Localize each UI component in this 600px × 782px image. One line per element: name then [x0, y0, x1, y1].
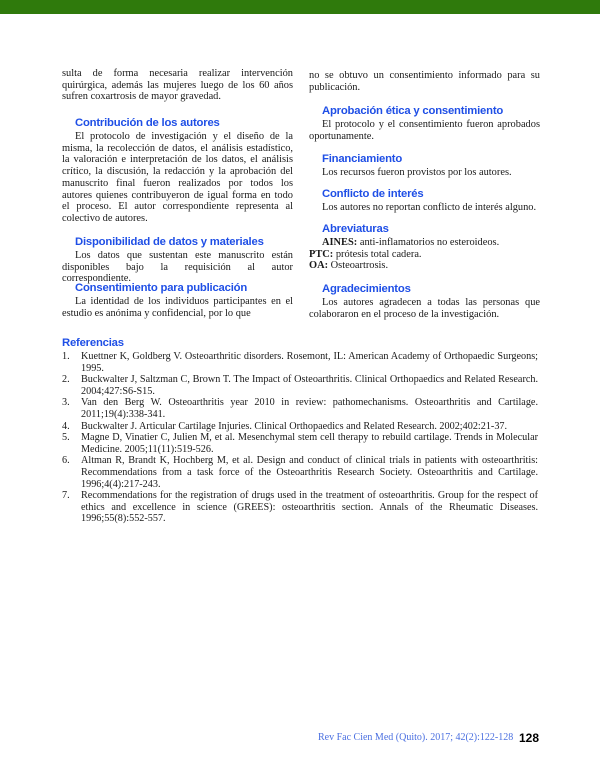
section-heading: Abreviaturas	[322, 223, 389, 235]
abbreviation-item	[309, 237, 540, 249]
reference-item	[62, 455, 538, 490]
reference-text: Kuettner K, Goldberg V. Osteoarthritic disorders. Rosemont, IL: American Academy of Orthopaedic Surgeons; 1995.	[81, 351, 538, 374]
section-text: Los autores agradecen a todas las personas que colaboraron en el proceso de la investigación.	[309, 297, 540, 320]
reference-text: Buckwalter J. Articular Cartilage Injuries. Clinical Orthopaedics and Related Research. 2002;402:21-37.	[81, 420, 508, 432]
section-agradecimientos	[309, 283, 540, 320]
reference-item	[62, 351, 538, 374]
reference-item	[62, 432, 538, 455]
reference-text: Van den Berg W. Osteoarthritis year 2010 in review: pathomechanisms. Osteoarthritis and Cartilage. 2011;19(4):338-341.	[81, 397, 538, 420]
references-section	[62, 337, 538, 525]
reference-number: 5.	[62, 432, 70, 444]
section-conflicto	[309, 188, 540, 214]
section-text: Los recursos fueron provistos por los autores.	[322, 167, 512, 178]
header-bar	[0, 0, 600, 14]
section-text: Los datos que sustentan este manuscrito están disponibles bajo la requisición al autor correspondiente.	[62, 250, 293, 285]
definition: anti-inflamatorios no esteroideos.	[357, 237, 500, 248]
abbreviation-item	[309, 249, 540, 261]
section-heading: Contribución de los autores	[75, 117, 220, 129]
section-heading: Consentimiento para publicación	[75, 282, 248, 294]
reference-text: Altman R, Brandt K, Hochberg M, et al. Design and conduct of clinical trials in patients with osteoarthritis: Recommendations from a task force of the Osteoarthritis Research Society. Osteoarthritis and Cartilage. 1996;4(4):217-243.	[81, 455, 538, 490]
section-financiamiento	[309, 153, 540, 179]
abbreviation-item	[309, 260, 540, 272]
reference-number: 1.	[62, 351, 70, 362]
abbreviation: OA:	[309, 260, 329, 272]
reference-text: Recommendations for the registration of drugs used in the treatment of osteoarthritis. Group for the respect of ethics and excellence in science (GREES): osteoarthritis section. Annals of the Rheumatic Diseases. 1996;55(8):552-557.	[81, 490, 538, 525]
reference-item	[62, 490, 538, 525]
footer-citation: Rev Fac Cien Med (Quito). 2017; 42(2):122-128	[318, 732, 514, 743]
reference-item	[62, 421, 538, 433]
continuation-text: no se obtuvo un consentimiento informado para su publicación.	[309, 70, 540, 93]
abbreviation: PTC:	[309, 248, 334, 260]
section-heading: Aprobación ética y consentimiento	[322, 105, 504, 117]
section-text: Los autores no reportan conflicto de interés alguno.	[322, 202, 537, 213]
section-abreviaturas	[309, 223, 540, 272]
abbreviation: AINES:	[322, 237, 358, 248]
intro-text: sulta de forma necesaria realizar intervención quirúrgica, además las mujeres luego de los 60 años sufren coxartrosis de mayor gravedad.	[62, 68, 293, 103]
section-heading: Agradecimientos	[322, 283, 411, 295]
section-consentimiento	[62, 282, 293, 319]
continuation-paragraph	[309, 70, 540, 93]
reference-number: 3.	[62, 397, 70, 409]
section-heading: Disponibilidad de datos y materiales	[75, 236, 264, 248]
reference-text: Magne D, Vinatier C, Julien M, et al. Mesenchymal stem cell therapy to rebuild cartilage. Trends in Molecular Medicine. 2005;11(11):519-526.	[81, 432, 538, 455]
section-text: El protocolo de investigación y el diseño de la misma, la recolección de datos, el análisis estadístico, la valoración e interpretación de los datos, el análisis crítico, la discusión, la redacción y la aprobación del manuscrito final fueron realizados por todos los autores quienes contribuyeron de igual forma en todo el proceso. El autor correspondiente representa al colectivo de autores.	[62, 131, 293, 224]
reference-number: 6.	[62, 455, 70, 467]
references-list	[62, 351, 538, 525]
page-number: 128	[519, 731, 540, 745]
reference-number: 4.	[62, 420, 70, 432]
section-aprobacion	[309, 105, 540, 142]
reference-text: Buckwalter J, Saltzman C, Brown T. The Impact of Osteoarthritis. Clinical Orthopaedics and Related Research. 2004;427:S6-S15.	[81, 374, 538, 397]
section-heading: Conflicto de interés	[322, 188, 424, 200]
reference-item	[62, 374, 538, 397]
section-text: El protocolo y el consentimiento fueron aprobados oportunamente.	[309, 119, 540, 142]
references-heading: Referencias	[62, 337, 124, 349]
section-disponibilidad	[62, 236, 293, 285]
reference-number: 2.	[62, 374, 70, 386]
reference-number: 7.	[62, 490, 70, 502]
section-contribucion	[62, 117, 293, 225]
section-heading: Financiamiento	[322, 153, 403, 165]
definition: Osteoartrosis.	[328, 260, 389, 272]
reference-item	[62, 397, 538, 420]
intro-paragraph	[62, 68, 293, 103]
definition: prótesis total cadera.	[333, 248, 422, 260]
section-text: La identidad de los individuos participantes en el estudio es anónima y confidencial, por lo que	[62, 296, 293, 319]
